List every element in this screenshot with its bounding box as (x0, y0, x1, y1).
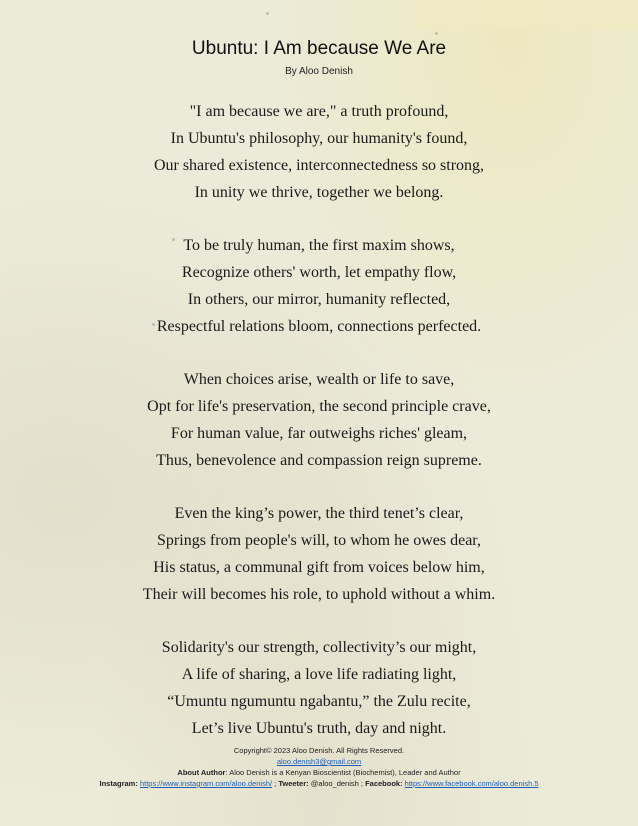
footer (0, 745, 638, 789)
poem-line: "I am because we are," a truth profound, (189, 103, 449, 120)
instagram-label: Instagram: (99, 779, 138, 788)
poem-line: Respectful relations bloom, connections perfected. (156, 318, 482, 335)
social-links (0, 778, 638, 789)
poem-line: In Ubuntu's philosophy, our humanity's found, (170, 130, 468, 147)
stanza (0, 634, 638, 742)
instagram-link[interactable]: https://www.instagram.com/aloo.denish/ (139, 779, 273, 788)
tweeter-handle: @aloo_denish ; (308, 779, 366, 788)
poem-line: Their will becomes his role, to uphold without a whim. (142, 586, 496, 603)
paper-speck (435, 32, 438, 35)
poem-line: His status, a communal gift from voices below him, (153, 559, 485, 576)
facebook-label: Facebook: (365, 779, 403, 788)
poem-line: Solidarity's our strength, collectivity’s our might, (161, 639, 477, 656)
about-text: : Aloo Denish is a Kenyan Bioscientist (Biochemist), Leader and Author (225, 768, 461, 777)
poem-line: “Umuntu ngumuntu ngabantu,” the Zulu recite, (167, 693, 471, 710)
poem-line: Our shared existence, interconnectedness so strong, (153, 157, 485, 174)
poem-line: In unity we thrive, together we belong. (194, 184, 444, 201)
poem-line: Even the king’s power, the third tenet’s clear, (174, 505, 464, 522)
stanza (0, 366, 638, 474)
separator: ; (272, 779, 279, 788)
poem-line: Recognize others' worth, let empathy flow, (181, 264, 457, 281)
tweeter-label: Tweeter: (278, 779, 309, 788)
email-link[interactable]: aloo.denish3@gmail.com (276, 757, 362, 766)
paper-stain (418, 0, 638, 30)
poem-line: When choices arise, wealth or life to save, (183, 371, 455, 388)
paper-speck (266, 12, 269, 15)
poem-line: To be truly human, the first maxim shows, (183, 237, 455, 254)
poem-line: Thus, benevolence and compassion reign supreme. (156, 452, 482, 469)
copyright-notice: Copyright© 2023 Aloo Denish. All Rights Reserved. (233, 746, 405, 755)
poem-line: In others, our mirror, humanity reflected, (187, 291, 451, 308)
facebook-link[interactable]: https://www.facebook.com/aloo.denish.5 (404, 779, 539, 788)
poem-line: Opt for life's preservation, the second principle crave, (147, 398, 491, 415)
poem-line: A life of sharing, a love life radiating light, (181, 666, 457, 683)
page-title: Ubuntu: I Am because We Are (191, 38, 447, 59)
stanza (0, 98, 638, 206)
about-label: About Author (177, 768, 226, 777)
stanza (0, 500, 638, 608)
about-author (0, 767, 638, 778)
poem-line: Springs from people's will, to whom he owes dear, (157, 532, 481, 549)
stanza (0, 232, 638, 340)
author-byline: By Aloo Denish (285, 66, 353, 77)
poem-body (0, 98, 638, 768)
poem-line: Let’s live Ubuntu's truth, day and night. (191, 720, 447, 737)
poem-line: For human value, far outweighs riches' gleam, (170, 425, 468, 442)
